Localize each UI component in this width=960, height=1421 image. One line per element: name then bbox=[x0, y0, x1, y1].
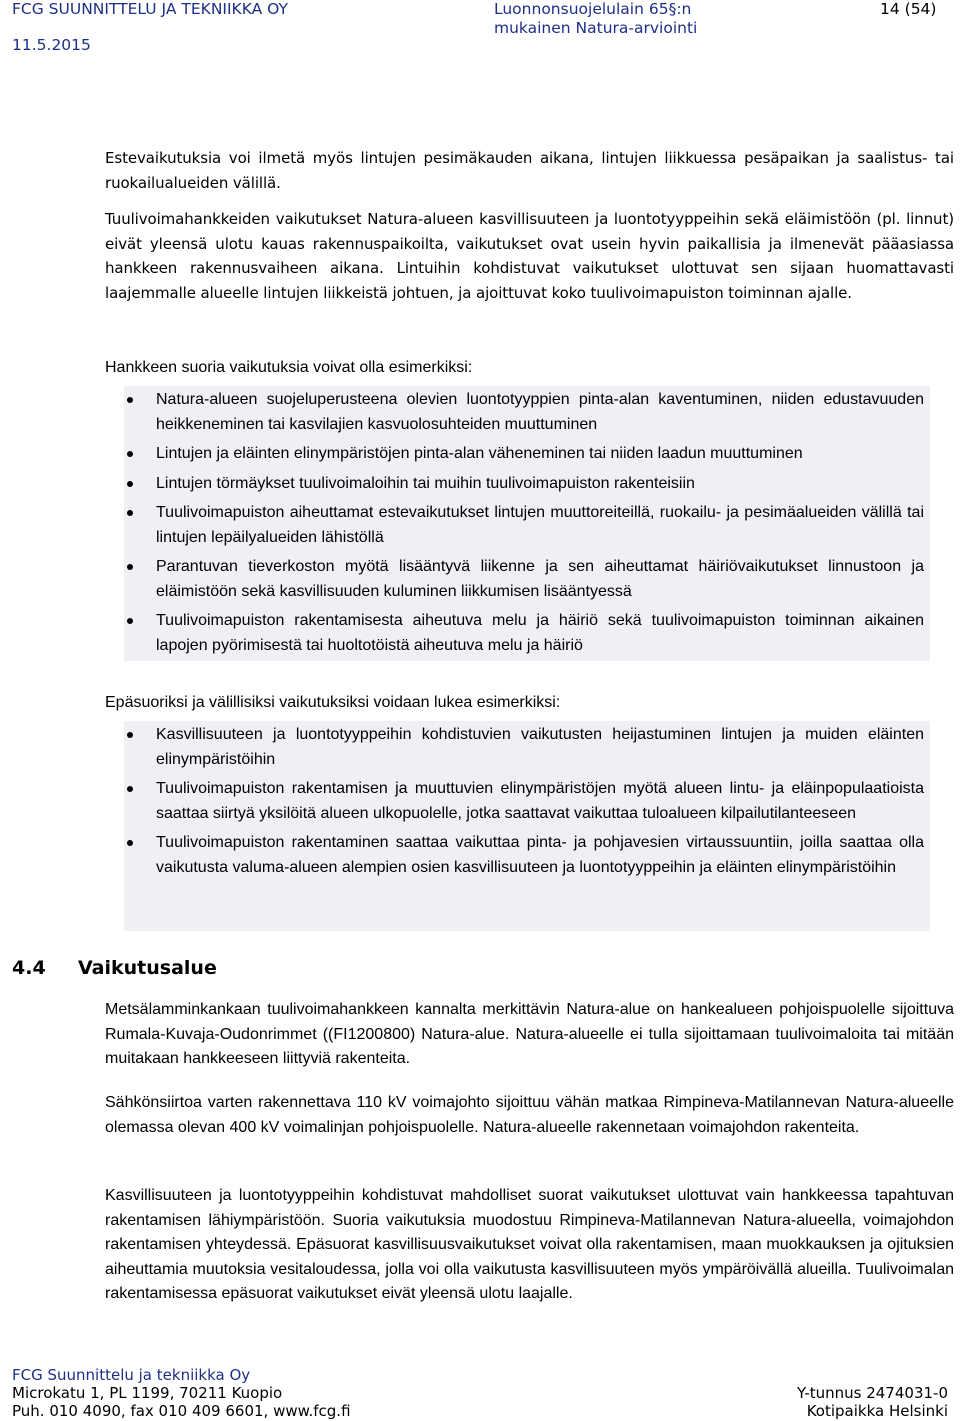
footer-contact: Puh. 010 4090, fax 010 409 6601, www.fcg.fi bbox=[12, 1402, 351, 1420]
paragraph-wind-impacts: Tuulivoimahankkeiden vaikutukset Natura-alueen kasvillisuuteen ja luontotyyppeihin sekä eläimistöön (pl. linnut) eivät yleensä ulotu kauas rakennuspaikoilta, vaikutukset ovat usein hyvin paikallisia ja ilmenevät pääasiassa hankkeen rakennusvaiheen aikana. Lintuihin kohdistuvat vaikutukset ulottuvat sen sijaan huomattavasti laajemmalle alueelle lintujen liikkeistä johtuen, ja ajoittuvat koko tuulivoimapuiston toiminnan ajalle. bbox=[105, 210, 954, 302]
list-item: Parantuvan tieverkoston myötä lisääntyvä liikenne ja sen aiheuttamat häiriövaikutukset linnustoon ja eläimistöön sekä kasvillisuuden kuluminen liikkumisen lisääntyessä bbox=[124, 555, 924, 604]
paragraph-power-line: Sähkönsiirtoa varten rakennettava 110 kV voimajohto sijoittuu vähän matkaa Rimpineva-Matilannevan Natura-alueelle olemassa olevan 400 kV voimalinjan pohjoispuolelle. Natura-alueelle rakennetaan voimajohdon rakenteita. bbox=[105, 1094, 954, 1136]
bullet-icon bbox=[127, 732, 133, 738]
list-item: Natura-alueen suojeluperusteena olevien luontotyyppien pinta-alan kaventuminen, niiden edustavuuden heikkeneminen tai kasvilajien kasvuolosuhteiden muuttuminen bbox=[124, 388, 924, 437]
footer-business-id: Y-tunnus 2474031-0 bbox=[796, 1384, 948, 1402]
page-number: 14 (54) bbox=[880, 0, 937, 18]
section-title: Vaikutusalue bbox=[78, 957, 217, 979]
header-date: 11.5.2015 bbox=[12, 36, 91, 54]
section-heading bbox=[12, 956, 217, 981]
direct-effects-list bbox=[124, 388, 924, 663]
paragraph-natura-area: Metsälamminkankaan tuulivoimahankkeen kannalta merkittävin Natura-alue on hankealueen pohjoispuolelle sijoittuva Rumala-Kuvaja-Oudonrimmet ((FI1200800) Natura-alue. Natura-alueelle ei tulla sijoittamaan tuulivoimaloita tai mitään muitakaan hankkeeseen liittyviä rakenteita. bbox=[105, 1001, 954, 1067]
section-number: 4.4 bbox=[12, 957, 46, 979]
paragraph-barrier-effects: Estevaikutuksia voi ilmetä myös lintujen pesimäkauden aikana, lintujen liikkuessa pesäpaikan ja saalistus- tai ruokailualueiden välillä. bbox=[105, 149, 954, 192]
header-company: FCG SUUNNITTELU JA TEKNIIKKA OY bbox=[12, 0, 288, 18]
list-item: Kasvillisuuteen ja luontotyyppeihin kohdistuvien vaikutusten heijastuminen lintujen ja muiden eläinten elinympäristöihin bbox=[124, 723, 924, 772]
paragraph-vegetation-effects: Kasvillisuuteen ja luontotyyppeihin kohdistuvat mahdolliset suorat vaikutukset ulottuvat vain hankkeessa tapahtuvan rakentamisen lähiympäristöön. Suoria vaikutuksia muodostuu Rimpineva-Matilannevan Natura-alueella, voimajohdon rakentamisen yhteydessä. Epäsuorat kasvillisuusvaikutukset voivat olla rakentamisen, maan muokkauksen ja ojituksien aiheuttamia muutoksia vesitaloudessa, jolla voi olla vaikutusta kasvillisuuteen myös ympäröivällä alueilla. Tuulivoimalan rakentamisessa epäsuorat vaikutukset eivät yleensä ulotu laajalle. bbox=[105, 1187, 954, 1302]
bullet-icon bbox=[127, 481, 133, 487]
indirect-effects-intro: Epäsuoriksi ja välillisiksi vaikutuksiksi voidaan lukea esimerkiksi: bbox=[105, 694, 561, 711]
bullet-icon bbox=[127, 840, 133, 846]
list-item: Tuulivoimapuiston rakentaminen saattaa vaikuttaa pinta- ja pohjavesien virtaussuuntiin, joilla saattaa olla vaikutusta valuma-alueen alempien osien kasvillisuuteen ja luontotyyppeihin ja eläinten elinympäristöihin bbox=[124, 831, 924, 880]
header-doc-title-line1: Luonnonsuojelulain 65§:n bbox=[494, 0, 692, 18]
header-doc-title bbox=[494, 0, 697, 38]
footer-domicile: Kotipaikka Helsinki bbox=[806, 1402, 948, 1420]
list-item: Lintujen törmäykset tuulivoimaloihin tai muihin tuulivoimapuiston rakenteisiin bbox=[124, 472, 924, 497]
direct-effects-intro: Hankkeen suoria vaikutuksia voivat olla esimerkiksi: bbox=[105, 359, 473, 376]
list-item: Tuulivoimapuiston rakentamisen ja muuttuvien elinympäristöjen myötä alueen lintu- ja eläinpopulaatioista saattaa siirtyä yksilöitä alueen ulkopuolelle, jotka saattavat vaikuttaa tuloalueen kilpailutilanteeseen bbox=[124, 777, 924, 826]
indirect-effects-list bbox=[124, 723, 924, 885]
list-item: Tuulivoimapuiston rakentamisesta aiheutuva melu ja häiriö sekä tuulivoimapuiston toiminnan aikainen lapojen pyörimisestä tai huoltotöistä aiheutuva melu ja häiriö bbox=[124, 609, 924, 658]
footer-address: Microkatu 1, PL 1199, 70211 Kuopio bbox=[12, 1384, 283, 1402]
bullet-icon bbox=[127, 451, 133, 457]
indirect-effects-box bbox=[124, 721, 930, 931]
bullet-icon bbox=[127, 786, 133, 792]
bullet-icon bbox=[127, 510, 133, 516]
bullet-icon bbox=[127, 564, 133, 570]
header-doc-title-line2: mukainen Natura-arviointi bbox=[494, 19, 698, 37]
bullet-icon bbox=[127, 618, 133, 624]
list-item: Lintujen ja eläinten elinympäristöjen pinta-alan väheneminen tai niiden laadun muuttuminen bbox=[124, 442, 924, 467]
footer-company: FCG Suunnittelu ja tekniikka Oy bbox=[12, 1366, 251, 1384]
bullet-icon bbox=[127, 397, 133, 403]
list-item: Tuulivoimapuiston aiheuttamat estevaikutukset lintujen muuttoreiteillä, ruokailu- ja pesimäalueiden välillä tai lintujen lepäilyalueiden lähistöllä bbox=[124, 501, 924, 550]
direct-effects-box bbox=[124, 386, 930, 661]
